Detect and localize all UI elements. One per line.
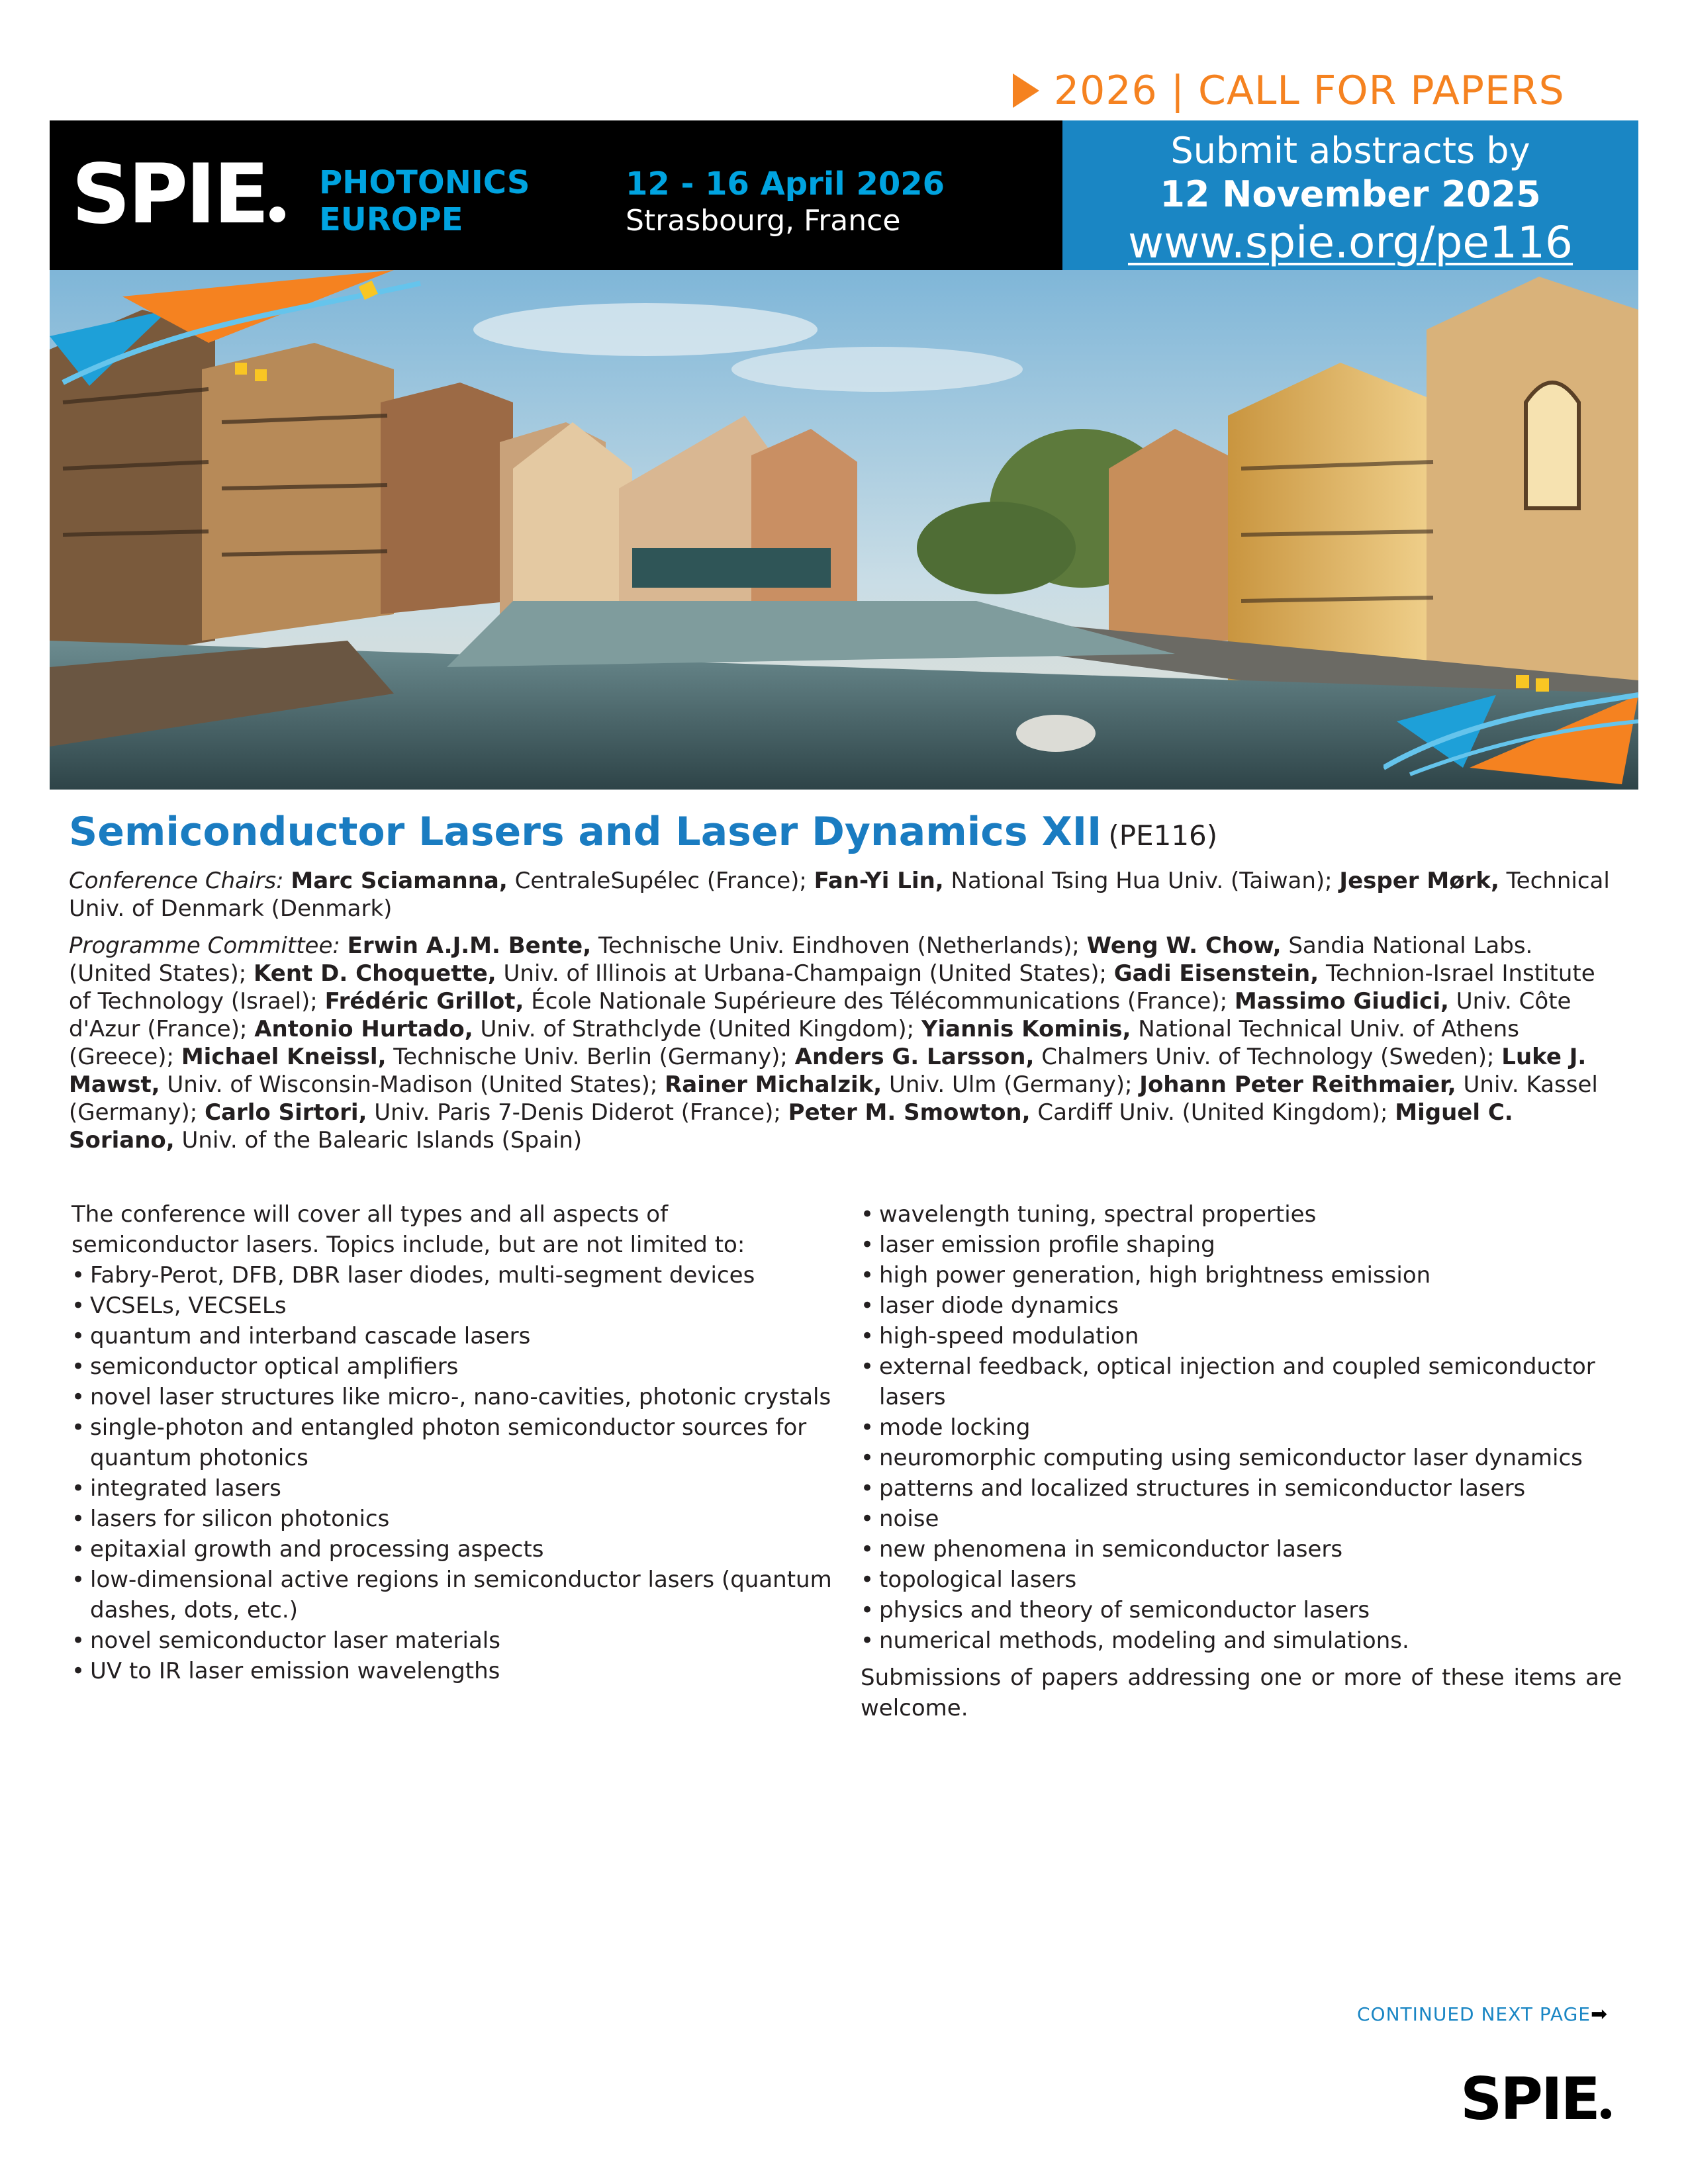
topic-item: • laser diode dynamics	[861, 1291, 1622, 1321]
committee-name: Rainer Michalzik,	[665, 1071, 882, 1098]
event-dates: 12 - 16 April 2026	[626, 165, 945, 203]
committee-affiliation: Univ. Paris 7-Denis Diderot (France);	[367, 1099, 788, 1126]
topic-item: • external feedback, optical injection and coupled semiconductor lasers	[861, 1351, 1622, 1412]
decorative-shapes-bottom-right	[1383, 668, 1638, 790]
committee-name: Massimo Giudici,	[1234, 988, 1449, 1015]
chair-affiliation: CentraleSupélec (France);	[507, 868, 814, 894]
footer-logo-text: SPIE	[1460, 2065, 1599, 2133]
logo-dot-icon	[269, 206, 285, 222]
committee-affiliation: Univ. Kassel (Germany);	[69, 1071, 1598, 1126]
committee-affiliation: Univ. Côte d'Azur (France);	[69, 988, 1571, 1042]
committee-affiliation: Technische Univ. Eindhoven (Netherlands);	[591, 933, 1087, 959]
committee-name: Gadi Eisenstein,	[1113, 960, 1319, 987]
submit-url-link[interactable]: www.spie.org/pe116	[1127, 217, 1573, 268]
committee-name: Weng W. Chow,	[1086, 933, 1282, 959]
topics-column-left	[71, 1199, 833, 1686]
call-for-papers-heading	[1013, 61, 1635, 120]
topic-item: • epitaxial growth and processing aspects	[71, 1534, 833, 1565]
submit-deadline: 12 November 2025	[1160, 173, 1541, 215]
event-name-line2: EUROPE	[319, 201, 463, 238]
committee-affiliation: Univ. Ulm (Germany);	[882, 1071, 1140, 1098]
topic-item: • semiconductor optical amplifiers	[71, 1351, 833, 1382]
continued-next-page[interactable]	[1357, 2003, 1608, 2026]
arrow-right-icon: ➡	[1590, 2003, 1609, 2026]
intro-paragraph: The conference will cover all types and all aspects of semiconductor lasers. Topics include, but are not limited to:	[71, 1201, 745, 1258]
committee-affiliation: Sandia National Labs. (United States);	[69, 933, 1533, 987]
committee-affiliation: Technion-Israel Institute of Technology (Israel);	[69, 960, 1595, 1015]
chair-affiliation: Technical Univ. of Denmark (Denmark)	[69, 868, 1610, 922]
topic-item: • Fabry-Perot, DFB, DBR laser diodes, multi-segment devices	[71, 1260, 833, 1291]
committee-name: Antonio Hurtado,	[254, 1016, 473, 1042]
committee-affiliation: Cardiff Univ. (United Kingdom);	[1030, 1099, 1395, 1126]
topics-column-right	[861, 1199, 1622, 1723]
event-name-line1: PHOTONICS	[319, 164, 530, 201]
committee-list	[69, 933, 1598, 1154]
topic-item: • wavelength tuning, spectral properties	[861, 1199, 1622, 1230]
committee-name: Frédéric Grillot,	[324, 988, 524, 1015]
topic-item: • numerical methods, modeling and simulations.	[861, 1625, 1622, 1656]
continued-label: CONTINUED NEXT PAGE	[1357, 2003, 1591, 2025]
conference-chairs	[69, 867, 1618, 923]
committee-label: Programme Committee:	[69, 933, 340, 959]
topic-item: • VCSELs, VECSELs	[71, 1291, 833, 1321]
topic-item: • neuromorphic computing using semiconductor laser dynamics	[861, 1443, 1622, 1473]
committee-name: Erwin A.J.M. Bente,	[347, 933, 592, 959]
topic-item: • laser emission profile shaping	[861, 1230, 1622, 1260]
committee-affiliation: Univ. of the Balearic Islands (Spain)	[174, 1127, 583, 1154]
topic-item: • low-dimensional active regions in semiconductor lasers (quantum dashes, dots, etc.)	[71, 1565, 833, 1625]
topic-item: • noise	[861, 1504, 1622, 1534]
topic-item: • single-photon and entangled photon semiconductor sources for quantum photonics	[71, 1412, 833, 1473]
submit-label: Submit abstracts by	[1170, 130, 1530, 171]
event-name	[319, 164, 530, 238]
committee-name: Luke J. Mawst,	[69, 1044, 1587, 1098]
footer-logo-dot-icon	[1601, 2109, 1611, 2119]
committee-affiliation: Univ. of Wisconsin-Madison (United States);	[160, 1071, 665, 1098]
committee-name: Peter M. Smowton,	[788, 1099, 1031, 1126]
committee-affiliation: Univ. of Strathclyde (United Kingdom);	[473, 1016, 921, 1042]
decorative-shapes-top-left	[50, 270, 460, 402]
call-for-papers-text: 2026 | CALL FOR PAPERS	[1054, 68, 1565, 114]
chair-name: Jesper Mørk,	[1339, 868, 1499, 894]
spie-logo	[71, 147, 285, 242]
submit-deadline-box	[1062, 120, 1638, 270]
committee-affiliation: École Nationale Supérieure des Télécommunications (France);	[524, 988, 1235, 1015]
committee-affiliation: Chalmers Univ. of Technology (Sweden);	[1034, 1044, 1502, 1070]
committee-name: Johann Peter Reithmaier,	[1139, 1071, 1456, 1098]
conference-title	[69, 809, 1217, 855]
chair-affiliation: National Tsing Hua Univ. (Taiwan);	[943, 868, 1340, 894]
committee-affiliation: Univ. of Illinois at Urbana-Champaign (United States);	[496, 960, 1114, 987]
topic-item: • integrated lasers	[71, 1473, 833, 1504]
conference-title-text: Semiconductor Lasers and Laser Dynamics XII	[69, 809, 1102, 855]
committee-name: Michael Kneissl,	[181, 1044, 387, 1070]
committee-affiliation: Technische Univ. Berlin (Germany);	[386, 1044, 795, 1070]
topic-item: • physics and theory of semiconductor lasers	[861, 1595, 1622, 1625]
chairs-list	[69, 868, 1610, 922]
committee-affiliation: National Technical Univ. of Athens (Greece);	[69, 1016, 1519, 1070]
closing-paragraph: Submissions of papers addressing one or more of these items are welcome.	[861, 1664, 1622, 1721]
topic-item: • patterns and localized structures in semiconductor lasers	[861, 1473, 1622, 1504]
chairs-label: Conference Chairs:	[69, 868, 284, 894]
topics-list-right	[861, 1199, 1622, 1656]
committee-name: Kent D. Choquette,	[254, 960, 496, 987]
chair-name: Fan-Yi Lin,	[814, 868, 944, 894]
footer-spie-logo	[1460, 2065, 1611, 2133]
topics-list-left	[71, 1260, 833, 1686]
topic-item: • topological lasers	[861, 1565, 1622, 1595]
topic-item: • high-speed modulation	[861, 1321, 1622, 1351]
play-arrow-icon	[1013, 73, 1039, 108]
topic-item: • high power generation, high brightness emission	[861, 1260, 1622, 1291]
topic-item: • mode locking	[861, 1412, 1622, 1443]
programme-committee	[69, 932, 1618, 1154]
event-location: Strasbourg, France	[626, 204, 901, 238]
topic-item: • UV to IR laser emission wavelengths	[71, 1656, 833, 1686]
committee-name: Anders G. Larsson,	[794, 1044, 1035, 1070]
topic-item: • novel semiconductor laser materials	[71, 1625, 833, 1656]
committee-name: Yiannis Kominis,	[921, 1016, 1131, 1042]
topic-item: • lasers for silicon photonics	[71, 1504, 833, 1534]
committee-name: Miguel C. Soriano,	[69, 1099, 1513, 1154]
spie-logo-text: SPIE	[71, 147, 267, 242]
conference-code: (PE116)	[1108, 819, 1218, 852]
committee-name: Carlo Sirtori,	[205, 1099, 367, 1126]
topic-item: • novel laser structures like micro-, nano-cavities, photonic crystals	[71, 1382, 833, 1412]
chair-name: Marc Sciamanna,	[291, 868, 508, 894]
topic-item: • quantum and interband cascade lasers	[71, 1321, 833, 1351]
topic-item: • new phenomena in semiconductor lasers	[861, 1534, 1622, 1565]
